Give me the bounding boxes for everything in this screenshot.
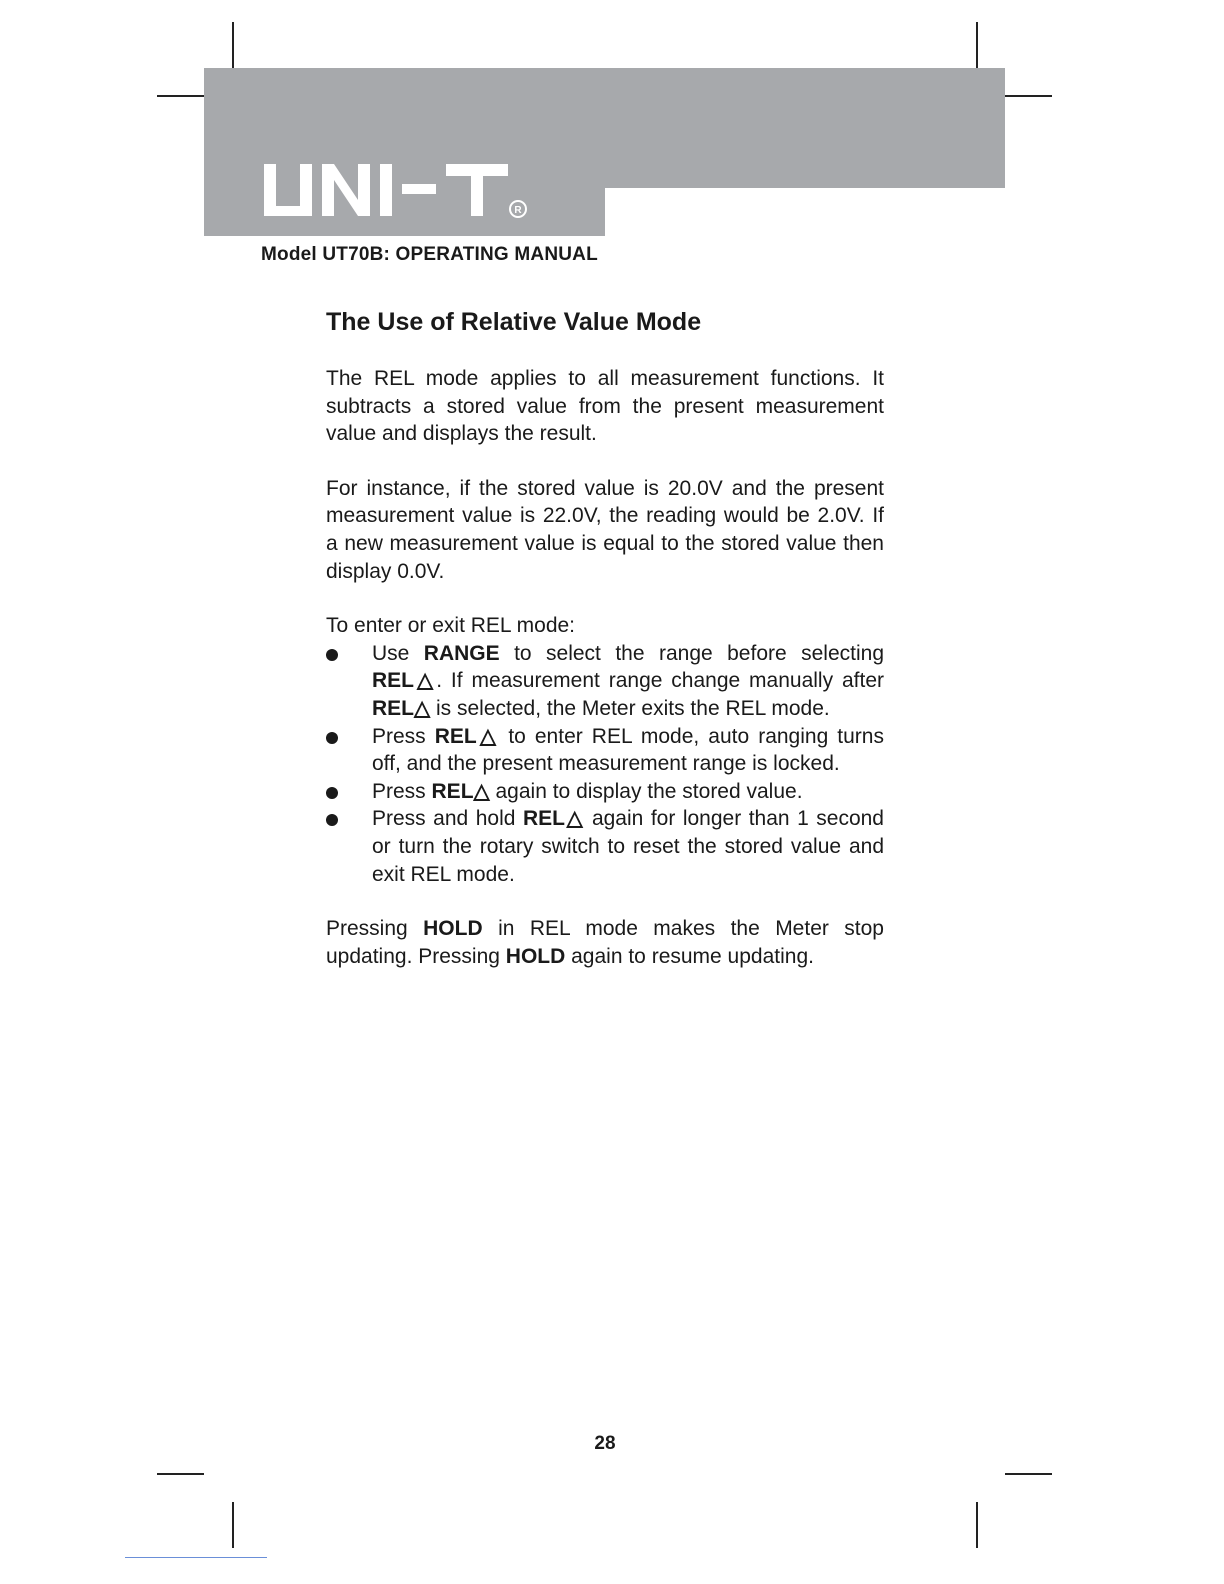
- key-range: RANGE: [423, 641, 500, 665]
- list-item: Press and hold REL△ again for longer than 1 second or turn the rotary switch to reset the stored value and exit REL mode.: [326, 805, 884, 888]
- link-underline: [125, 1557, 267, 1558]
- paragraph-hold: Pressing HOLD in REL mode makes the Meter stop updating. Pressing HOLD again to resume updating.: [326, 917, 884, 968]
- key-rel: REL△: [431, 779, 490, 803]
- key-hold: HOLD: [505, 944, 566, 968]
- model-line: Model UT70B: OPERATING MANUAL: [261, 244, 598, 265]
- list-item: Press REL△ again to display the stored value.: [326, 778, 884, 806]
- crop-mark-top-right-h: [1005, 95, 1052, 97]
- svg-text:R: R: [514, 205, 522, 216]
- bullet-icon: [326, 649, 338, 661]
- uni-t-logo: [260, 150, 540, 226]
- bullet-icon: [326, 732, 338, 744]
- rel-steps-list: [326, 640, 884, 888]
- bullet-icon: [326, 787, 338, 799]
- paragraph-rel-mode: The REL mode applies to all measurement functions. It subtracts a stored value from the present measurement value and displays the result.: [326, 367, 884, 446]
- crop-mark-bottom-right-h: [1005, 1473, 1052, 1475]
- page-number: 28: [594, 1433, 616, 1454]
- section-content: [326, 305, 884, 970]
- crop-mark-bottom-left-h: [157, 1473, 204, 1475]
- key-hold: HOLD: [423, 917, 483, 941]
- list-item: Press REL△ to enter REL mode, auto ranging turns off, and the present measurement range is locked.: [326, 723, 884, 778]
- key-rel: REL△: [434, 724, 500, 748]
- key-rel: REL△: [372, 696, 431, 720]
- list-item: Use RANGE to select the range before selecting REL△. If measurement range change manually after REL△ is selected, the Meter exits the REL mode.: [326, 640, 884, 723]
- crop-mark-top-left: [232, 22, 234, 68]
- paragraph-example: For instance, if the stored value is 20.0V and the present measurement value is 22.0V, the reading would be 2.0V. If a new measurement value is equal to the stored value then display 0.0V.: [326, 476, 884, 583]
- crop-mark-bottom-right: [976, 1502, 978, 1548]
- key-rel: REL△: [522, 807, 585, 831]
- key-rel: REL△: [372, 669, 437, 693]
- section-title: The Use of Relative Value Mode: [326, 308, 702, 336]
- crop-mark-top-left-h: [157, 95, 204, 97]
- paragraph-intro: To enter or exit REL mode:: [326, 614, 576, 638]
- crop-mark-top-right: [976, 22, 978, 68]
- crop-mark-bottom-left: [232, 1502, 234, 1548]
- bullet-icon: [326, 814, 338, 826]
